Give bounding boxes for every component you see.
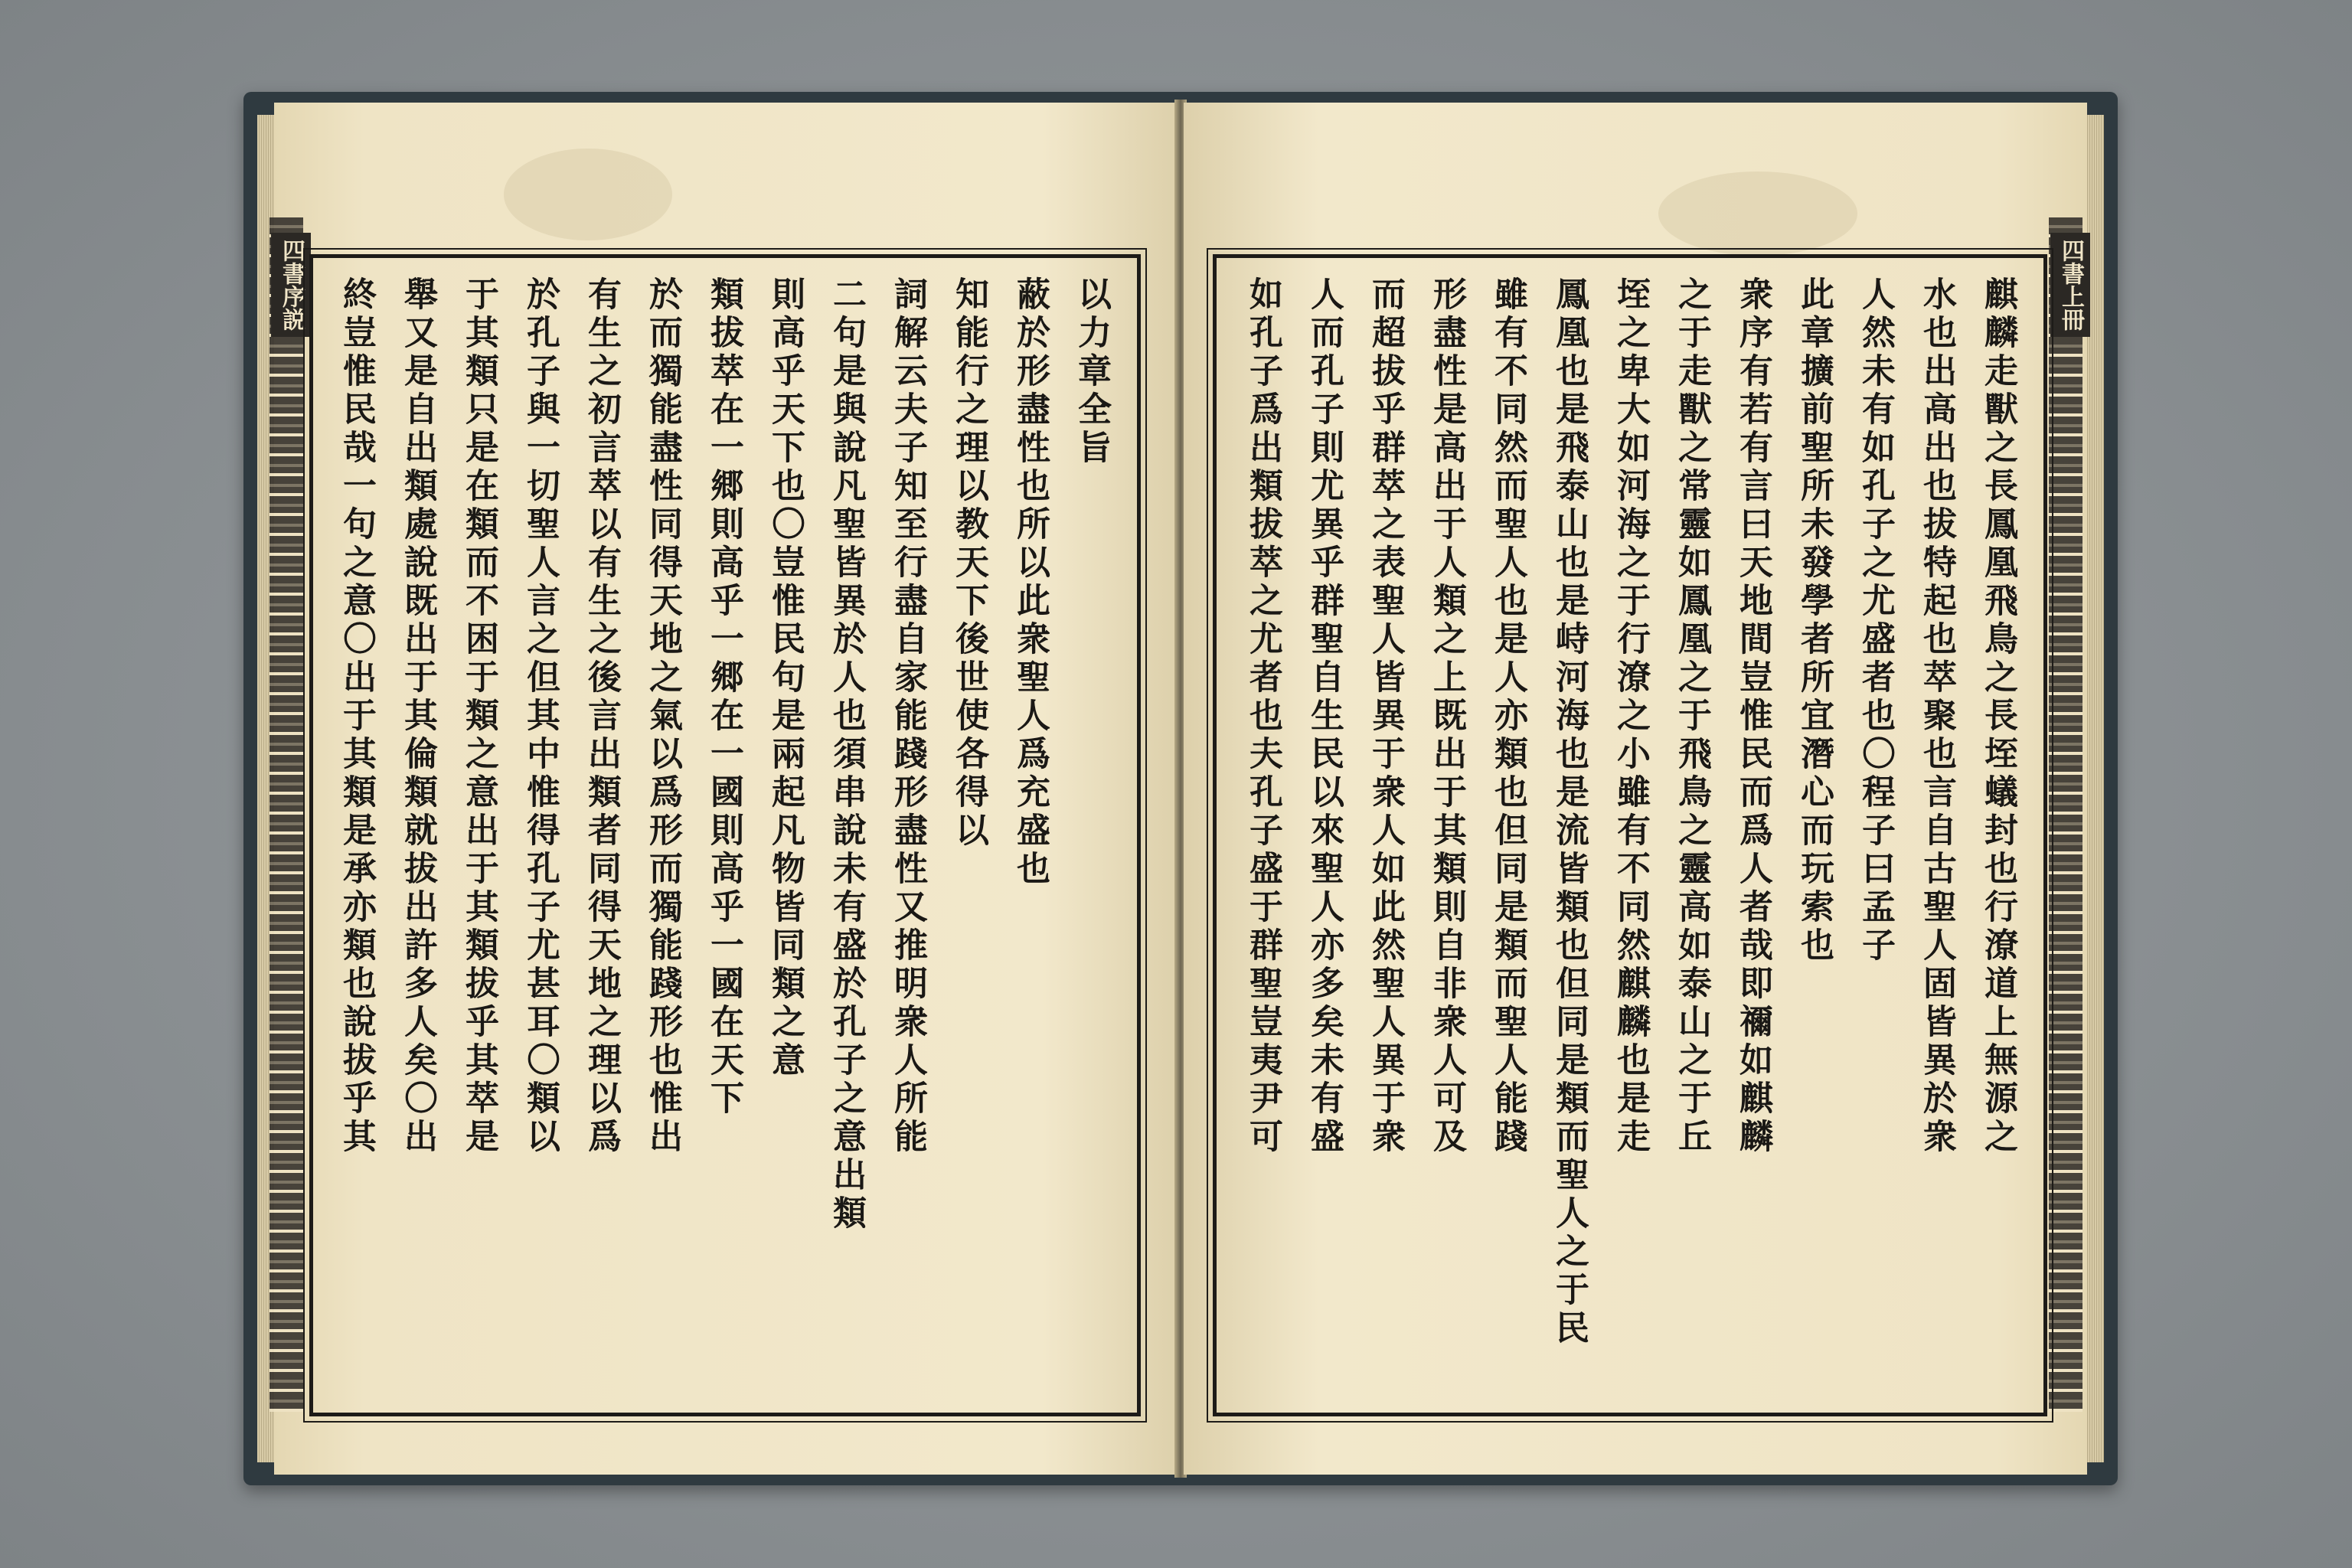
text-column: 麒麟走獸之長鳳凰飛鳥之長垤蟻封也行潦道上無源之	[1978, 276, 2017, 1157]
text-column: 之于走獸之常靈如鳳凰之于飛鳥之靈高如泰山之于丘	[1672, 276, 1711, 1157]
margin-ornament-left	[270, 217, 303, 1412]
text-column: 人而孔子則尤異乎群聖自生民以來聖人亦多矣未有盛	[1305, 276, 1344, 1157]
text-column: 形盡性是高出于人類之上既出于其類則自非衆人可及	[1427, 276, 1466, 1157]
text-column: 雖有不同然而聖人也是人亦類也但同是類而聖人能踐	[1488, 276, 1527, 1157]
text-frame-left	[309, 254, 1141, 1416]
text-column: 如孔子爲出類拔萃之尤者也夫孔子盛于群聖豈夷尹可	[1243, 276, 1282, 1157]
margin-label-right: 四書上冊	[2050, 233, 2090, 337]
text-column: 舉又是自出類處說既出于其倫類就拔出許多人矣〇出	[398, 276, 437, 1157]
text-column: 於而獨能盡性同得天地之氣以爲形而獨能踐形也惟出	[643, 276, 682, 1157]
right-page	[1184, 103, 2087, 1475]
text-column: 知能行之理以教天下後世使各得以	[949, 276, 988, 851]
margin-label-left: 四書序説	[271, 233, 311, 337]
text-column: 有生之初言萃以有生之後言出類者同得天地之理以爲	[582, 276, 621, 1157]
open-book	[243, 92, 2118, 1485]
text-column: 於孔子與一切聖人言之但其中惟得孔子尤甚耳〇類以	[521, 276, 560, 1157]
left-page-text	[328, 276, 1122, 1394]
text-frame-right	[1213, 254, 2047, 1416]
text-column: 而超拔乎群萃之表聖人皆異于衆人如此然聖人異于衆	[1366, 276, 1405, 1157]
text-column: 則高乎天下也〇豈惟民句是兩起凡物皆同類之意	[766, 276, 805, 1080]
text-column: 鳳凰也是飛泰山也是峙河海也是流皆類也但同是類而聖人之于民	[1550, 276, 1589, 1348]
text-column: 垤之卑大如河海之于行潦之小雖有不同然麒麟也是走	[1611, 276, 1650, 1157]
text-column: 蔽於形盡性也所以此衆聖人爲充盛也	[1011, 276, 1050, 889]
paper-stain	[504, 149, 672, 240]
text-column: 衆序有若有言曰天地間豈惟民而爲人者哉即禰如麒麟	[1733, 276, 1772, 1157]
text-column: 二句是與說凡聖皆異於人也須串說未有盛於孔子之意出類	[827, 276, 866, 1233]
text-column: 此章擴前聖所未發學者所宜潛心而玩索也	[1795, 276, 1834, 965]
right-page-text	[1232, 276, 2028, 1394]
text-column: 終豈惟民哉一句之意〇出于其類是承亦類也說拔乎其	[337, 276, 376, 1157]
text-column: 類拔萃在一郷則高乎一郷在一國則高乎一國在天下	[704, 276, 743, 1119]
text-column: 水也出高出也拔特起也萃聚也言自古聖人固皆異於衆	[1917, 276, 1956, 1157]
text-column: 詞解云夫子知至行盡自家能踐形盡性又推明衆人所能	[888, 276, 927, 1157]
margin-ornament-right	[2049, 217, 2082, 1412]
left-page	[274, 103, 1178, 1475]
text-column: 以力章全旨	[1072, 276, 1111, 468]
text-column: 于其類只是在類而不困于類之意出于其類拔乎其萃是	[459, 276, 498, 1157]
text-column: 人然未有如孔子之尤盛者也〇程子曰孟子	[1856, 276, 1895, 965]
paper-stain	[1658, 172, 1857, 256]
